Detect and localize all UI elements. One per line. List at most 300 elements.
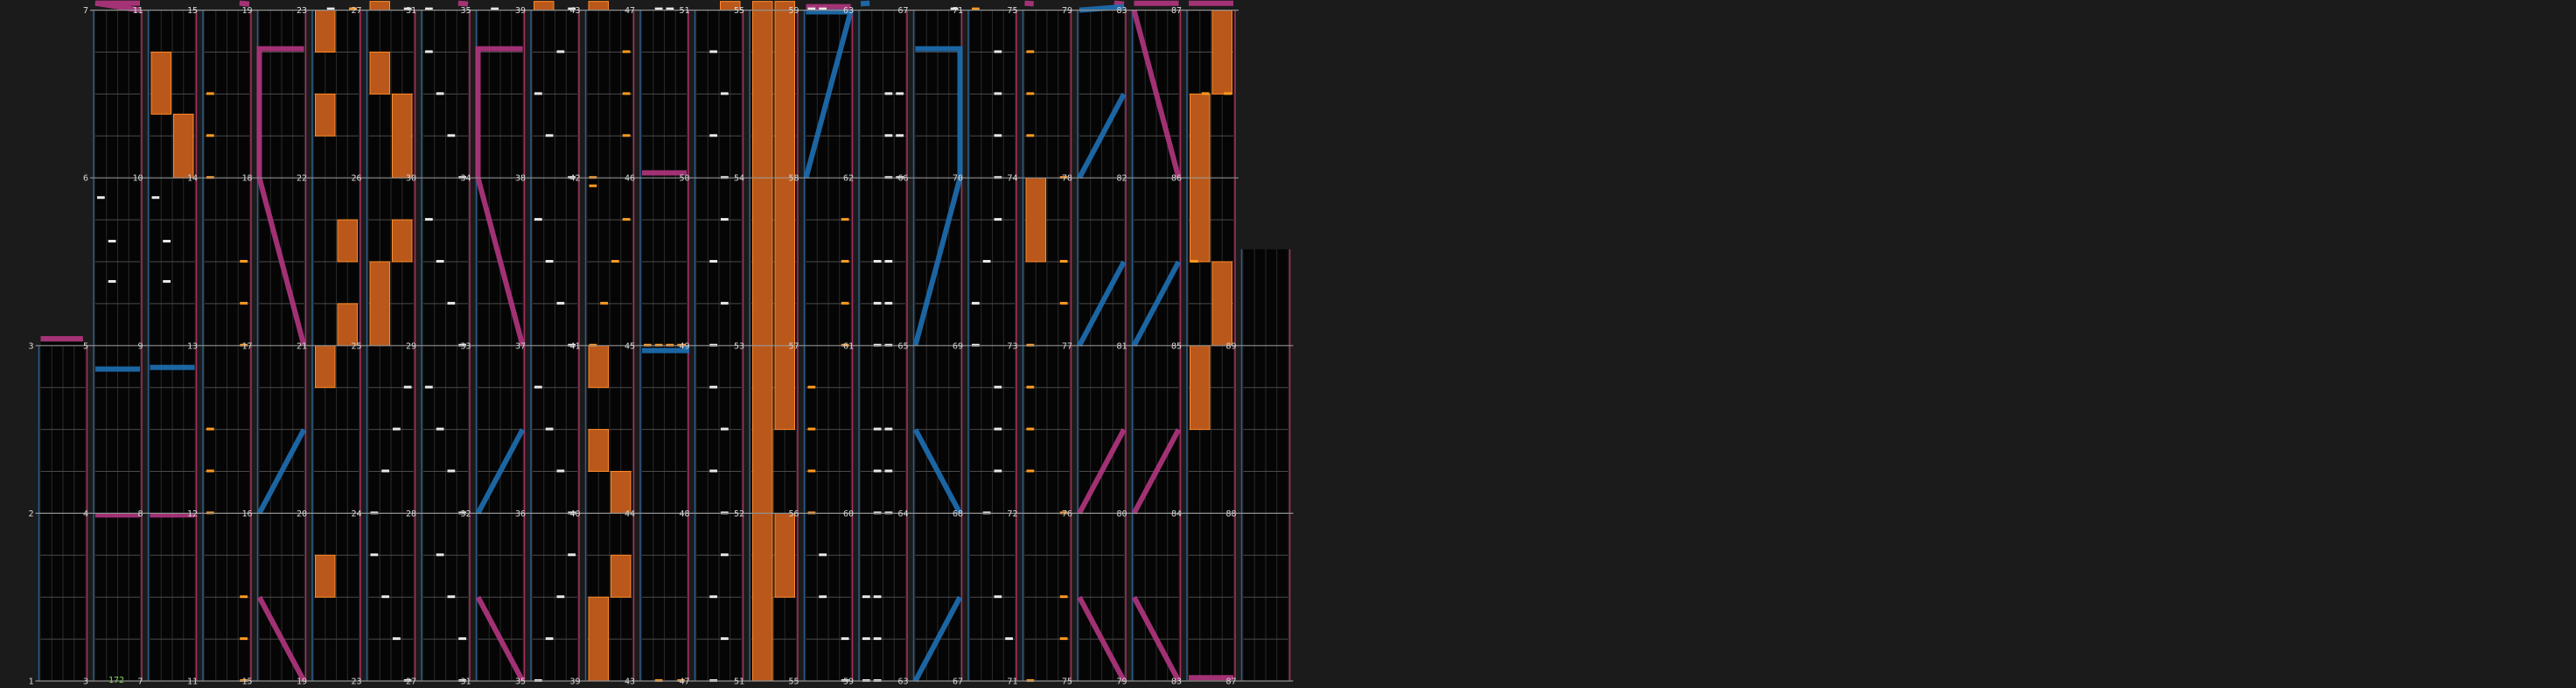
measure-number: 68 xyxy=(952,509,963,519)
chip-note[interactable] xyxy=(874,637,882,640)
hold-note[interactable] xyxy=(151,53,171,115)
measure[interactable] xyxy=(1187,346,1235,514)
chip-note[interactable] xyxy=(995,428,1002,431)
hold-note[interactable] xyxy=(370,2,390,11)
measure[interactable] xyxy=(1133,513,1181,681)
measure[interactable] xyxy=(640,346,688,514)
chip-note[interactable] xyxy=(721,92,729,95)
measure-number: 87 xyxy=(1170,6,1182,17)
measure[interactable] xyxy=(258,11,306,179)
chip-note[interactable] xyxy=(371,553,379,556)
hold-note[interactable] xyxy=(589,430,609,472)
measure-number: 50 xyxy=(679,173,690,184)
hold-note[interactable] xyxy=(370,53,390,95)
measure[interactable] xyxy=(477,346,525,514)
chip-note[interactable] xyxy=(1060,595,1068,598)
measure[interactable] xyxy=(1078,513,1126,681)
measure[interactable] xyxy=(149,178,197,346)
measure[interactable] xyxy=(312,11,360,179)
measure-number: 81 xyxy=(1116,341,1127,352)
chip-note[interactable] xyxy=(623,92,631,95)
hold-note[interactable] xyxy=(316,555,336,597)
chip-note[interactable] xyxy=(568,553,576,556)
chip-note[interactable] xyxy=(206,134,214,137)
chip-note[interactable] xyxy=(885,134,893,137)
hold-note[interactable] xyxy=(611,555,632,597)
hold-note[interactable] xyxy=(753,346,773,514)
chip-note[interactable] xyxy=(436,260,444,263)
measure-number: 60 xyxy=(842,509,854,519)
measure-number: 27 xyxy=(351,6,362,17)
hold-note[interactable] xyxy=(316,94,336,136)
measure[interactable] xyxy=(203,178,251,347)
measure[interactable] xyxy=(586,346,634,514)
hold-note[interactable] xyxy=(753,178,773,346)
chip-note[interactable] xyxy=(436,428,444,431)
measure[interactable] xyxy=(859,513,907,682)
measure-number: 83 xyxy=(1116,6,1127,17)
chip-note[interactable] xyxy=(546,260,554,263)
measure-number: 83 xyxy=(1170,677,1182,687)
measure-number: 43 xyxy=(624,677,635,687)
measure[interactable] xyxy=(203,11,251,179)
measure-number: 27 xyxy=(405,677,416,687)
chip-note[interactable] xyxy=(995,595,1002,598)
chip-note[interactable] xyxy=(995,218,1002,221)
chip-note[interactable] xyxy=(381,595,389,598)
measure[interactable] xyxy=(914,11,962,179)
chip-note[interactable] xyxy=(152,196,160,199)
chip-note[interactable] xyxy=(995,134,1002,137)
chip-note[interactable] xyxy=(623,218,631,221)
chip-note[interactable] xyxy=(896,134,904,137)
chip-note[interactable] xyxy=(874,260,882,263)
chip-note[interactable] xyxy=(995,386,1002,389)
chip-note[interactable] xyxy=(885,470,893,473)
chip-note[interactable] xyxy=(206,92,214,95)
measure[interactable] xyxy=(203,513,251,682)
measure-number: 28 xyxy=(405,509,416,519)
measure[interactable] xyxy=(367,11,415,179)
chip-note[interactable] xyxy=(393,637,401,640)
measure[interactable] xyxy=(695,513,743,682)
measure[interactable] xyxy=(149,513,197,681)
measure[interactable] xyxy=(859,11,907,179)
measure[interactable] xyxy=(1133,178,1181,346)
measure-number: 72 xyxy=(1007,509,1018,519)
hold-note[interactable] xyxy=(174,114,194,178)
measure-number: 79 xyxy=(1061,6,1072,17)
measure-number: 74 xyxy=(1007,173,1018,184)
measure-number: 77 xyxy=(1061,341,1072,352)
measure[interactable] xyxy=(94,11,142,179)
measure-number: 26 xyxy=(351,173,362,184)
measure[interactable] xyxy=(968,513,1016,681)
measure[interactable] xyxy=(914,346,962,514)
chip-note[interactable] xyxy=(1005,637,1013,640)
measure[interactable] xyxy=(477,11,525,179)
chip-note[interactable] xyxy=(885,92,893,95)
measure-number: 46 xyxy=(624,173,635,184)
measure[interactable] xyxy=(1242,346,1290,514)
chip-note[interactable] xyxy=(1027,386,1035,389)
chart-column xyxy=(83,4,145,687)
chip-note[interactable] xyxy=(546,134,554,137)
measure[interactable] xyxy=(968,346,1016,515)
measure-number: 66 xyxy=(897,173,909,184)
measure-cap xyxy=(41,339,86,346)
chip-note[interactable] xyxy=(885,302,893,305)
measure-number: 67 xyxy=(952,677,963,687)
chip-note[interactable] xyxy=(206,428,214,431)
chip-note[interactable] xyxy=(163,280,171,283)
chip-note[interactable] xyxy=(709,595,717,598)
measure[interactable] xyxy=(1023,513,1072,682)
measure[interactable] xyxy=(531,178,579,347)
measure-number: 41 xyxy=(569,341,581,352)
hold-note[interactable] xyxy=(775,11,795,179)
measure[interactable] xyxy=(258,346,306,514)
hold-note[interactable] xyxy=(393,220,413,262)
chip-note[interactable] xyxy=(1027,51,1035,53)
measure[interactable] xyxy=(805,11,853,179)
measure[interactable] xyxy=(422,346,470,515)
chip-note[interactable] xyxy=(546,637,554,640)
hold-note[interactable] xyxy=(775,346,795,430)
chip-note[interactable] xyxy=(108,280,116,283)
chip-note[interactable] xyxy=(381,470,389,473)
chip-note[interactable] xyxy=(436,92,444,95)
measure[interactable] xyxy=(640,513,688,682)
hold-note[interactable] xyxy=(589,2,609,11)
hold-note[interactable] xyxy=(316,11,336,53)
chip-note[interactable] xyxy=(425,51,433,53)
measure-number: 33 xyxy=(460,341,471,352)
chip-note[interactable] xyxy=(240,637,248,640)
measure[interactable] xyxy=(94,346,142,514)
chip-note[interactable] xyxy=(240,260,248,263)
chip-note[interactable] xyxy=(240,302,248,305)
chip-note[interactable] xyxy=(1027,470,1035,473)
measure-number: 73 xyxy=(1007,341,1018,352)
chip-note[interactable] xyxy=(1060,637,1068,640)
chip-note[interactable] xyxy=(1027,92,1035,95)
measure-number: 19 xyxy=(241,6,253,17)
measure-number: 85 xyxy=(1170,341,1182,352)
hold-note[interactable] xyxy=(753,2,773,11)
measure[interactable] xyxy=(477,513,525,681)
measure[interactable] xyxy=(968,11,1016,179)
measure[interactable] xyxy=(312,346,360,514)
hold-note[interactable] xyxy=(1212,262,1232,346)
measure-number: 6 xyxy=(82,173,88,184)
chip-note[interactable] xyxy=(721,218,729,221)
chip-note[interactable] xyxy=(240,595,248,598)
chip-note[interactable] xyxy=(534,386,542,389)
measure-number: 57 xyxy=(788,341,799,352)
measure-number: 14 xyxy=(186,173,198,184)
chip-note[interactable] xyxy=(206,470,214,473)
chip-note[interactable] xyxy=(425,218,433,221)
measure-number: 20 xyxy=(296,509,307,519)
chip-note[interactable] xyxy=(448,134,456,137)
chip-note[interactable] xyxy=(721,428,729,431)
measure[interactable] xyxy=(258,178,306,346)
measure-number: 35 xyxy=(460,6,471,17)
chip-note[interactable] xyxy=(1224,92,1232,95)
chip-note[interactable] xyxy=(534,92,542,95)
hold-note[interactable] xyxy=(316,346,336,388)
measure[interactable] xyxy=(914,178,962,346)
measure[interactable] xyxy=(94,513,142,681)
measure[interactable] xyxy=(640,11,688,179)
measure[interactable] xyxy=(1133,11,1181,179)
measure-number: 71 xyxy=(952,6,963,17)
hold-note[interactable] xyxy=(338,220,358,262)
measure[interactable] xyxy=(695,178,743,347)
chip-note[interactable] xyxy=(874,470,882,473)
measure-number: 39 xyxy=(569,677,581,687)
hold-note[interactable] xyxy=(589,597,609,681)
hold-note[interactable] xyxy=(775,178,795,346)
measure[interactable] xyxy=(1078,11,1126,179)
measure-number: 71 xyxy=(1007,677,1018,687)
measure[interactable] xyxy=(422,513,470,682)
hold-note[interactable] xyxy=(1190,178,1211,262)
measure-number: 10 xyxy=(132,173,143,184)
hold-note[interactable] xyxy=(1190,346,1211,430)
chip-note[interactable] xyxy=(557,302,565,305)
measure[interactable] xyxy=(586,178,634,347)
measure-number: 53 xyxy=(733,341,744,352)
measure[interactable] xyxy=(805,178,853,347)
chip-note[interactable] xyxy=(709,470,717,473)
measure[interactable] xyxy=(1023,11,1072,179)
chip-note[interactable] xyxy=(874,302,882,305)
measure[interactable] xyxy=(367,346,415,515)
chip-note[interactable] xyxy=(590,185,597,187)
chip-note[interactable] xyxy=(623,134,631,137)
chip-note[interactable] xyxy=(163,240,171,242)
measure-number: 5 xyxy=(82,341,88,352)
measure[interactable] xyxy=(477,178,525,346)
measure[interactable] xyxy=(531,11,579,179)
measure[interactable] xyxy=(39,513,87,681)
chip-note[interactable] xyxy=(448,470,456,473)
chip-note[interactable] xyxy=(97,196,105,199)
measure-number: 18 xyxy=(241,173,253,184)
hold-note[interactable] xyxy=(1026,178,1046,262)
measure[interactable] xyxy=(149,11,197,179)
measure-number: 24 xyxy=(351,509,362,519)
measure[interactable] xyxy=(805,513,853,682)
measure-number: 9 xyxy=(137,341,143,352)
measure-number: 51 xyxy=(679,6,690,17)
measure-number: 69 xyxy=(952,341,963,352)
chip-note[interactable] xyxy=(885,260,893,263)
chip-note[interactable] xyxy=(808,470,816,473)
chip-note[interactable] xyxy=(611,260,619,263)
chip-note[interactable] xyxy=(819,595,827,598)
measure[interactable] xyxy=(968,178,1016,347)
measure[interactable] xyxy=(1187,11,1235,179)
measure-number: 80 xyxy=(1116,509,1127,519)
hold-note[interactable] xyxy=(753,11,773,179)
measure-number: 15 xyxy=(241,677,253,687)
measure[interactable] xyxy=(805,346,853,515)
measure[interactable] xyxy=(1023,178,1072,347)
measure[interactable] xyxy=(586,513,634,681)
hold-note[interactable] xyxy=(611,472,632,514)
hold-note[interactable] xyxy=(775,513,795,597)
chip-note[interactable] xyxy=(841,637,849,640)
measure[interactable] xyxy=(750,513,798,681)
hold-note[interactable] xyxy=(338,304,358,346)
chip-note[interactable] xyxy=(874,428,882,431)
measure[interactable] xyxy=(750,346,798,514)
chip-note[interactable] xyxy=(557,470,565,473)
measure-number: 35 xyxy=(514,677,526,687)
chip-note[interactable] xyxy=(108,240,116,242)
measure[interactable] xyxy=(695,11,743,179)
chip-note[interactable] xyxy=(862,595,870,598)
chip-note[interactable] xyxy=(808,386,816,389)
measure-number: 51 xyxy=(733,677,744,687)
measure-number: 3 xyxy=(82,677,88,687)
chip-note[interactable] xyxy=(972,302,980,305)
chip-note[interactable] xyxy=(448,302,456,305)
measure-number: 47 xyxy=(679,677,690,687)
measure[interactable] xyxy=(1078,346,1126,514)
chip-note[interactable] xyxy=(721,553,729,556)
chip-note[interactable] xyxy=(721,637,729,640)
measure[interactable] xyxy=(367,513,415,682)
chip-note[interactable] xyxy=(1027,428,1035,431)
hold-note[interactable] xyxy=(1190,94,1211,178)
measure[interactable] xyxy=(203,346,251,515)
chip-note[interactable] xyxy=(885,428,893,431)
measure[interactable] xyxy=(312,178,360,346)
chip-note[interactable] xyxy=(436,553,444,556)
measure-number: 55 xyxy=(788,677,799,687)
measure[interactable] xyxy=(586,11,634,179)
hold-note[interactable] xyxy=(534,2,555,11)
measure[interactable] xyxy=(149,346,197,514)
chip-note[interactable] xyxy=(458,637,466,640)
measure-number: 23 xyxy=(296,6,307,17)
chip-note[interactable] xyxy=(874,595,882,598)
chip-note[interactable] xyxy=(557,51,565,53)
measure-number: 45 xyxy=(624,341,635,352)
measure[interactable] xyxy=(422,178,470,347)
chip-note[interactable] xyxy=(600,302,608,305)
chip-note[interactable] xyxy=(709,134,717,137)
chip-note[interactable] xyxy=(393,428,401,431)
chip-note[interactable] xyxy=(404,386,412,389)
chip-note[interactable] xyxy=(709,386,717,389)
chip-note[interactable] xyxy=(1060,260,1068,263)
measure-number: 7 xyxy=(137,677,143,687)
chip-note[interactable] xyxy=(623,51,631,53)
chip-note[interactable] xyxy=(425,386,433,389)
measure-number: 59 xyxy=(788,6,799,17)
hold-note[interactable] xyxy=(370,262,390,346)
measure-number: 44 xyxy=(624,509,635,519)
measure-number: 21 xyxy=(296,341,307,352)
measure-number: 31 xyxy=(460,677,471,687)
chip-note[interactable] xyxy=(709,260,717,263)
measure-number: 61 xyxy=(842,341,854,352)
measure[interactable] xyxy=(39,346,87,514)
chip-note[interactable] xyxy=(709,51,717,53)
measure[interactable] xyxy=(312,513,360,681)
measure[interactable] xyxy=(1187,513,1235,681)
measure[interactable] xyxy=(531,346,579,515)
hold-note[interactable] xyxy=(1212,11,1232,95)
measure[interactable] xyxy=(914,513,962,681)
chip-note[interactable] xyxy=(448,595,456,598)
measure[interactable] xyxy=(531,513,579,682)
measure[interactable] xyxy=(94,178,142,346)
chip-note[interactable] xyxy=(1202,92,1210,95)
measure[interactable] xyxy=(1242,513,1290,681)
measure[interactable] xyxy=(1133,346,1181,514)
hold-note[interactable] xyxy=(393,94,413,178)
chip-note[interactable] xyxy=(983,260,991,263)
measure-number: 11 xyxy=(186,677,198,687)
measure-number: 34 xyxy=(460,173,471,184)
measure-number: 86 xyxy=(1170,173,1182,184)
chip-note[interactable] xyxy=(841,218,849,221)
chip-note[interactable] xyxy=(862,637,870,640)
chip-note[interactable] xyxy=(896,92,904,95)
measure[interactable] xyxy=(1078,178,1126,346)
bpm-label: 172 xyxy=(108,676,125,685)
chip-note[interactable] xyxy=(721,302,729,305)
chip-note[interactable] xyxy=(1190,260,1198,263)
chip-note[interactable] xyxy=(557,595,565,598)
chip-note[interactable] xyxy=(819,553,827,556)
measure[interactable] xyxy=(859,178,907,347)
chart-column xyxy=(28,339,90,687)
measure[interactable] xyxy=(367,178,415,346)
measure[interactable] xyxy=(1023,346,1072,515)
measure[interactable] xyxy=(859,346,907,515)
chip-note[interactable] xyxy=(995,51,1002,53)
chip-note[interactable] xyxy=(841,260,849,263)
measure[interactable] xyxy=(695,346,743,515)
measure[interactable] xyxy=(422,11,470,179)
measure[interactable] xyxy=(750,11,798,179)
chip-note[interactable] xyxy=(1060,302,1068,305)
chip-note[interactable] xyxy=(841,302,849,305)
chip-note[interactable] xyxy=(995,470,1002,473)
chip-note[interactable] xyxy=(546,428,554,431)
measure-number: 11 xyxy=(132,6,143,17)
chip-note[interactable] xyxy=(808,428,816,431)
chip-note[interactable] xyxy=(1027,134,1035,137)
hold-note[interactable] xyxy=(589,346,609,388)
measure-number: 31 xyxy=(405,6,416,17)
chip-note[interactable] xyxy=(534,218,542,221)
measure-number: 56 xyxy=(788,509,799,519)
measure[interactable] xyxy=(750,178,798,346)
measure[interactable] xyxy=(258,513,306,681)
measure[interactable] xyxy=(1187,178,1235,346)
hold-note[interactable] xyxy=(753,513,773,681)
measure[interactable] xyxy=(640,178,688,347)
chip-note[interactable] xyxy=(995,92,1002,95)
